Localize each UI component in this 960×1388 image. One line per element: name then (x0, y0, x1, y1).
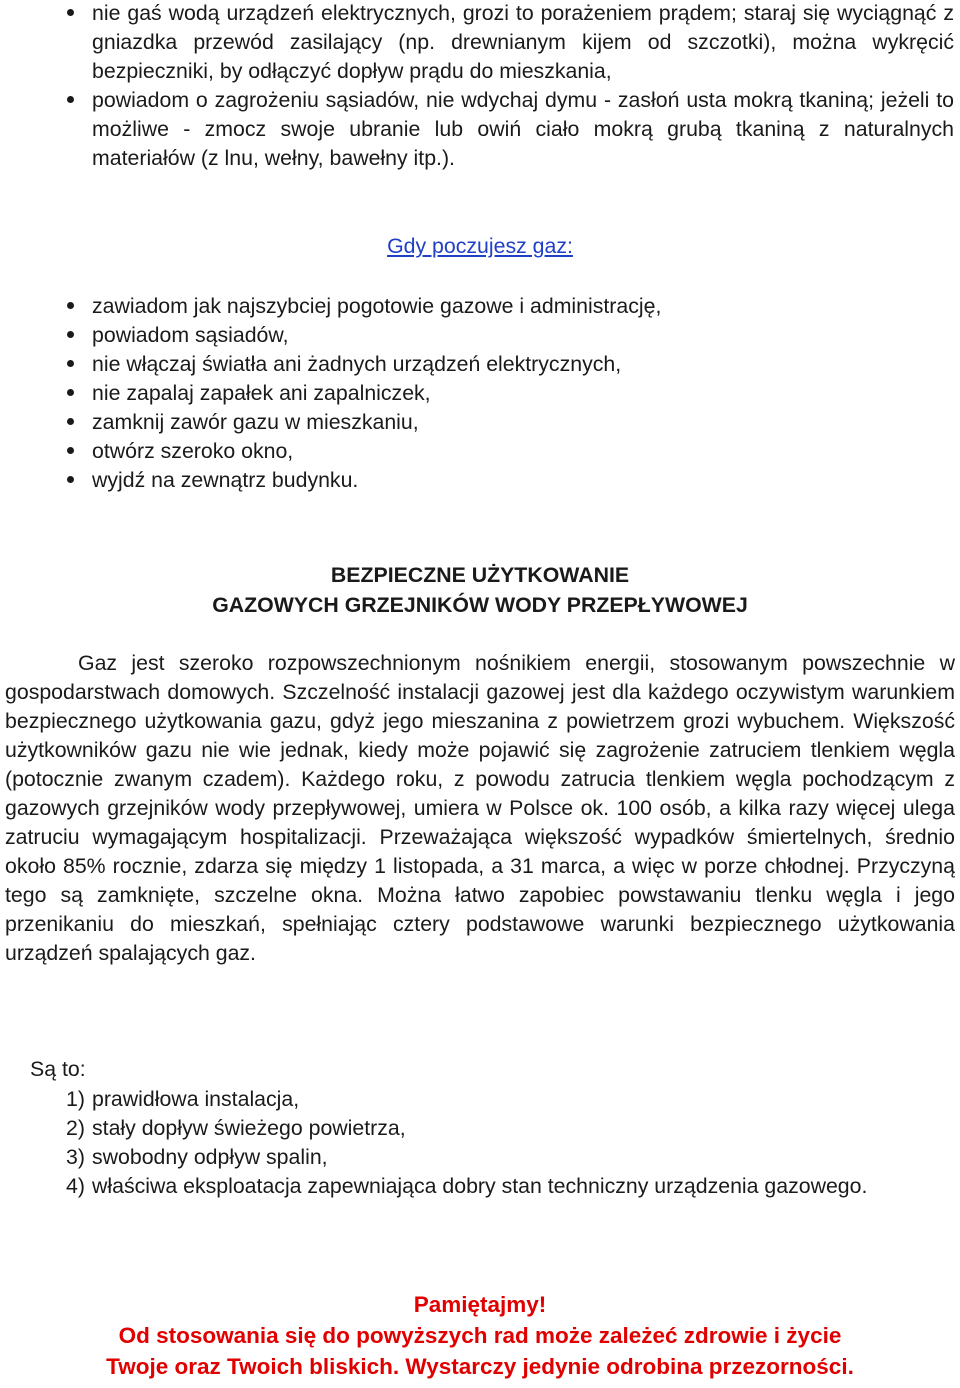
bullet-icon (67, 476, 74, 483)
list-item (0, 321, 960, 350)
list-item (0, 379, 960, 408)
section-title-line-1: BEZPIECZNE UŻYTKOWANIE (330, 563, 630, 587)
fire-safety-list (0, 0, 960, 173)
condition-item (0, 1085, 960, 1114)
list-item-text: nie włączaj światła ani żadnych urządzeń elektrycznych, (92, 352, 622, 376)
intro-paragraph: Gaz jest szeroko rozpowszechnionym nośnikiem energii, stosowanym powszechnie w gospodarstwach domowych. Szczelność instalacji gazowej jest dla każdego oczywistym warunkiem bezpiecznego użytkowania gazu, gdyż jego mieszanina z powietrzem grozi wybuchem. Większość użytkowników gazu nie wie jednak, kiedy może pojawić się zagrożenie zatruciem tlenkiem węgla (potocznie zwanym czadem). Każdego roku, z powodu zatrucia tlenkiem węgla pochodzącym z gazowych grzejników wody przepływowej, umiera w Polsce ok. 100 osób, a kilka razy więcej ulega zatruciu wymagającym hospitalizacji. Przeważająca większość wypadków śmiertelnych, średnio około 85% rocznie, zdarza się między 1 listopada, a 31 marca, a więc w porze chłodnej. Przyczyną tego są zamknięte, szczelne okna. Można łatwo zapobiec powstawaniu tlenku węgla i jego przenikaniu do mieszkań, spełniając cztery podstawowe warunki bezpiecznego użytkowania urządzeń spalających gaz. (5, 651, 955, 965)
list-item (0, 350, 960, 379)
section-title-line-2: GAZOWYCH GRZEJNIKÓW WODY PRZEPŁYWOWEJ (212, 592, 748, 617)
list-item (0, 466, 960, 495)
bullet-icon (67, 360, 74, 367)
list-item-text: nie zapalaj zapałek ani zapalniczek, (92, 381, 431, 405)
list-item (0, 292, 960, 321)
list-item-text: nie gaś wodą urządzeń elektrycznych, grozi to porażeniem prądem; staraj się wyciągnąć z gniazdka przewód zasilający (np. drewnianym kijem od szczotki), można wykręcić bezpieczniki, by odłączyć dopływ prądu do mieszkania, (92, 1, 954, 83)
condition-text: stały dopływ świeżego powietrza, (92, 1116, 406, 1140)
conditions-list (0, 1085, 960, 1201)
bullet-icon (67, 389, 74, 396)
bullet-icon (67, 302, 74, 309)
condition-text: właściwa eksploatacja zapewniająca dobry stan techniczny urządzenia gazowego. (92, 1174, 868, 1198)
bullet-icon (67, 447, 74, 454)
bullet-icon (67, 9, 74, 16)
condition-number: 3) (66, 1145, 85, 1169)
bullet-icon (67, 96, 74, 103)
list-item (0, 437, 960, 466)
condition-text: prawidłowa instalacja, (92, 1087, 300, 1111)
conditions-intro: Są to: (30, 1057, 86, 1081)
list-item-text: powiadom o zagrożeniu sąsiadów, nie wdychaj dymu - zasłoń usta mokrą tkaniną; jeżeli to możliwe - zmocz swoje ubranie lub owiń ciało mokrą grubą tkaniną z naturalnych materiałów (z lnu, wełny, bawełny itp.). (92, 88, 954, 170)
gas-instructions-list (0, 292, 960, 495)
list-item-text: powiadom sąsiadów, (92, 323, 289, 347)
condition-number: 1) (66, 1087, 85, 1111)
closing-line-1: Pamiętajmy! (413, 1292, 547, 1317)
bullet-icon (67, 418, 74, 425)
condition-item (0, 1172, 960, 1201)
condition-text: swobodny odpływ spalin, (92, 1145, 328, 1169)
list-item (0, 86, 960, 173)
list-item (0, 0, 960, 86)
list-item-text: wyjdź na zewnątrz budynku. (92, 468, 359, 492)
condition-item (0, 1143, 960, 1172)
list-item (0, 408, 960, 437)
closing-line-3: Twoje oraz Twoich bliskich. Wystarczy jedynie odrobina przezorności. (106, 1354, 854, 1379)
closing-warning (0, 1289, 960, 1382)
section-title (0, 561, 960, 620)
condition-number: 2) (66, 1116, 85, 1140)
gas-section-heading: Gdy poczujesz gaz: (387, 234, 573, 258)
condition-item (0, 1114, 960, 1143)
bullet-icon (67, 331, 74, 338)
list-item-text: otwórz szeroko okno, (92, 439, 294, 463)
list-item-text: zamknij zawór gazu w mieszkaniu, (92, 410, 419, 434)
list-item-text: zawiadom jak najszybciej pogotowie gazowe i administrację, (92, 294, 662, 318)
condition-number: 4) (66, 1174, 85, 1198)
closing-line-2: Od stosowania się do powyższych rad może zależeć zdrowie i życie (118, 1323, 842, 1348)
